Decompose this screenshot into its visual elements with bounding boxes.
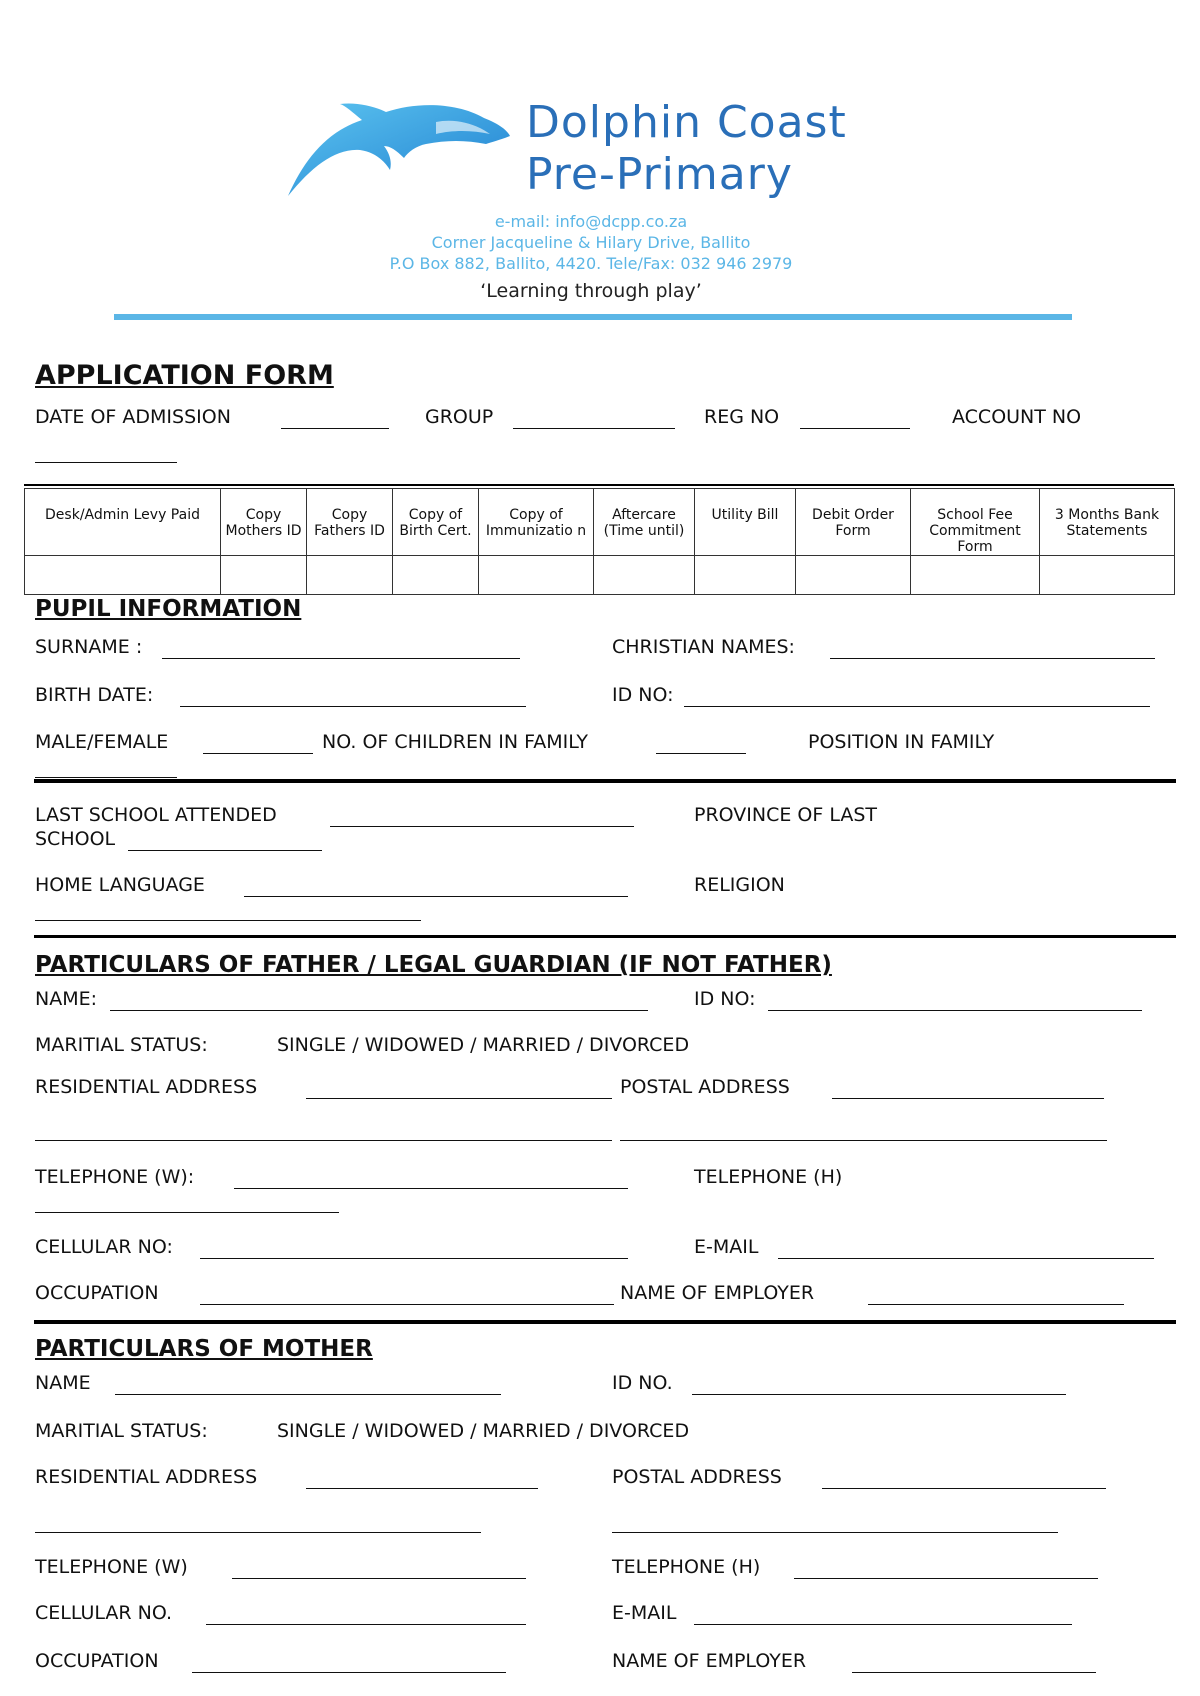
school-label: SCHOOL bbox=[35, 828, 116, 850]
father-residential-field-line2[interactable] bbox=[35, 1140, 612, 1141]
father-occupation-field[interactable] bbox=[200, 1304, 614, 1305]
mother-marital-options[interactable]: SINGLE / WIDOWED / MARRIED / DIVORCED bbox=[277, 1420, 690, 1442]
account-no-label: ACCOUNT NO bbox=[952, 406, 1082, 428]
father-tel-w-label: TELEPHONE (W): bbox=[35, 1166, 195, 1188]
no-children-field[interactable] bbox=[656, 753, 746, 754]
no-children-label: NO. OF CHILDREN IN FAMILY bbox=[322, 731, 588, 753]
contact-address: Corner Jacqueline & Hilary Drive, Ballito bbox=[431, 233, 751, 252]
christian-names-label: CHRISTIAN NAMES: bbox=[612, 636, 795, 658]
mother-id-no-label: ID NO. bbox=[612, 1372, 673, 1394]
pupil-id-no-field[interactable] bbox=[684, 706, 1150, 707]
father-heading: PARTICULARS OF FATHER / LEGAL GUARDIAN (IF NOT FATHER) bbox=[35, 952, 832, 978]
father-email-label: E-MAIL bbox=[694, 1236, 759, 1258]
mother-marital-label: MARITIAL STATUS: bbox=[35, 1420, 208, 1442]
mother-employer-field[interactable] bbox=[852, 1672, 1096, 1673]
mother-tel-h-label: TELEPHONE (H) bbox=[612, 1556, 761, 1578]
doc-check-cell[interactable] bbox=[796, 556, 911, 595]
last-school-field[interactable] bbox=[330, 826, 634, 827]
mother-tel-w-label: TELEPHONE (W) bbox=[35, 1556, 188, 1578]
doc-check-cell[interactable] bbox=[695, 556, 796, 595]
contact-email: e-mail: info@dcpp.co.za bbox=[494, 212, 688, 231]
father-marital-label: MARITIAL STATUS: bbox=[35, 1034, 208, 1056]
mother-postal-label: POSTAL ADDRESS bbox=[612, 1466, 782, 1488]
father-cellular-label: CELLULAR NO: bbox=[35, 1236, 173, 1258]
mother-name-label: NAME bbox=[35, 1372, 91, 1394]
mother-occupation-label: OCCUPATION bbox=[35, 1650, 159, 1672]
school-name-line1: Dolphin Coast bbox=[526, 97, 847, 148]
mother-residential-field[interactable] bbox=[306, 1488, 538, 1489]
doc-check-cell[interactable] bbox=[479, 556, 594, 595]
birth-date-label: BIRTH DATE: bbox=[35, 684, 154, 706]
home-language-field[interactable] bbox=[244, 896, 628, 897]
father-id-no-label: ID NO: bbox=[694, 988, 756, 1010]
doc-check-cell[interactable] bbox=[1040, 556, 1175, 595]
mother-email-label: E-MAIL bbox=[612, 1602, 677, 1624]
mother-cellular-field[interactable] bbox=[206, 1624, 526, 1625]
position-in-family-label: POSITION IN FAMILY bbox=[808, 731, 995, 753]
doc-header-debit-order: Debit Order Form bbox=[796, 489, 911, 556]
father-tel-h-label: TELEPHONE (H) bbox=[694, 1166, 843, 1188]
father-residential-field[interactable] bbox=[306, 1098, 612, 1099]
father-postal-field[interactable] bbox=[832, 1098, 1104, 1099]
father-residential-label: RESIDENTIAL ADDRESS bbox=[35, 1076, 258, 1098]
mother-name-field[interactable] bbox=[115, 1394, 501, 1395]
documents-check-row bbox=[25, 556, 1175, 595]
form-header-divider bbox=[24, 484, 1174, 486]
mother-employer-label: NAME OF EMPLOYER bbox=[612, 1650, 807, 1672]
religion-field[interactable] bbox=[35, 920, 421, 921]
pupil-heading: PUPIL INFORMATION bbox=[35, 596, 302, 622]
section-divider bbox=[34, 935, 1176, 938]
tagline: ‘Learning through play’ bbox=[480, 280, 702, 302]
pupil-id-no-label: ID NO: bbox=[612, 684, 674, 706]
mother-occupation-field[interactable] bbox=[192, 1672, 506, 1673]
reg-no-label: REG NO bbox=[704, 406, 780, 428]
doc-header-aftercare: Aftercare (Time until) bbox=[594, 489, 695, 556]
father-name-label: NAME: bbox=[35, 988, 98, 1010]
religion-label: RELIGION bbox=[694, 874, 785, 896]
mother-id-no-field[interactable] bbox=[692, 1394, 1066, 1395]
date-of-admission-field[interactable] bbox=[281, 428, 389, 429]
account-no-field[interactable] bbox=[35, 462, 177, 463]
father-tel-w-field[interactable] bbox=[234, 1188, 628, 1189]
documents-header-row bbox=[25, 489, 1175, 556]
section-divider bbox=[34, 1320, 1176, 1324]
christian-names-field[interactable] bbox=[830, 658, 1155, 659]
doc-check-cell[interactable] bbox=[25, 556, 221, 595]
mother-tel-w-field[interactable] bbox=[232, 1578, 526, 1579]
reg-no-field[interactable] bbox=[800, 428, 910, 429]
father-cellular-field[interactable] bbox=[200, 1258, 628, 1259]
father-employer-field[interactable] bbox=[868, 1304, 1124, 1305]
mother-residential-field-line2[interactable] bbox=[35, 1532, 481, 1533]
father-postal-label: POSTAL ADDRESS bbox=[620, 1076, 790, 1098]
male-female-label: MALE/FEMALE bbox=[35, 731, 169, 753]
contact-postal: P.O Box 882, Ballito, 4420. Tele/Fax: 032 946 2979 bbox=[389, 254, 793, 273]
last-school-label: LAST SCHOOL ATTENDED bbox=[35, 804, 277, 826]
province-label: PROVINCE OF LAST bbox=[694, 804, 878, 826]
header-divider bbox=[114, 314, 1072, 320]
father-postal-field-line2[interactable] bbox=[620, 1140, 1107, 1141]
mother-heading: PARTICULARS OF MOTHER bbox=[35, 1336, 373, 1362]
form-title: APPLICATION FORM bbox=[35, 360, 334, 391]
doc-header-immunization: Copy of Immunizatio n bbox=[479, 489, 594, 556]
doc-header-birth-cert: Copy of Birth Cert. bbox=[393, 489, 479, 556]
doc-check-cell[interactable] bbox=[911, 556, 1040, 595]
dolphin-logo-icon bbox=[286, 100, 514, 200]
doc-check-cell[interactable] bbox=[393, 556, 479, 595]
doc-check-cell[interactable] bbox=[221, 556, 307, 595]
doc-header-bank-statements: 3 Months Bank Statements bbox=[1040, 489, 1175, 556]
surname-field[interactable] bbox=[162, 658, 520, 659]
father-tel-h-field[interactable] bbox=[35, 1212, 339, 1213]
province-field[interactable] bbox=[128, 850, 322, 851]
position-in-family-field[interactable] bbox=[35, 777, 177, 778]
father-occupation-label: OCCUPATION bbox=[35, 1282, 159, 1304]
father-employer-label: NAME OF EMPLOYER bbox=[620, 1282, 815, 1304]
father-id-no-field[interactable] bbox=[768, 1010, 1142, 1011]
birth-date-field[interactable] bbox=[180, 706, 526, 707]
mother-postal-field[interactable] bbox=[822, 1488, 1106, 1489]
father-email-field[interactable] bbox=[778, 1258, 1154, 1259]
doc-header-school-fee: School Fee Commitment Form bbox=[911, 489, 1040, 556]
date-of-admission-label: DATE OF ADMISSION bbox=[35, 406, 231, 428]
home-language-label: HOME LANGUAGE bbox=[35, 874, 205, 896]
mother-cellular-label: CELLULAR NO. bbox=[35, 1602, 173, 1624]
mother-tel-h-field[interactable] bbox=[794, 1578, 1098, 1579]
group-label: GROUP bbox=[425, 406, 494, 428]
mother-residential-label: RESIDENTIAL ADDRESS bbox=[35, 1466, 258, 1488]
mother-postal-field-line2[interactable] bbox=[612, 1532, 1058, 1533]
father-marital-options[interactable]: SINGLE / WIDOWED / MARRIED / DIVORCED bbox=[277, 1034, 690, 1056]
doc-check-cell[interactable] bbox=[594, 556, 695, 595]
doc-header-fathers-id: Copy Fathers ID bbox=[307, 489, 393, 556]
doc-check-cell[interactable] bbox=[307, 556, 393, 595]
doc-header-utility-bill: Utility Bill bbox=[695, 489, 796, 556]
documents-checklist-table bbox=[24, 488, 1175, 595]
section-divider bbox=[34, 779, 1176, 783]
school-name-line2: Pre-Primary bbox=[526, 149, 793, 200]
doc-header-levy: Desk/Admin Levy Paid bbox=[25, 489, 221, 556]
mother-email-field[interactable] bbox=[694, 1624, 1072, 1625]
father-name-field[interactable] bbox=[110, 1010, 648, 1011]
group-field[interactable] bbox=[513, 428, 675, 429]
doc-header-mothers-id: Copy Mothers ID bbox=[221, 489, 307, 556]
male-female-field[interactable] bbox=[203, 753, 313, 754]
surname-label: SURNAME : bbox=[35, 636, 143, 658]
